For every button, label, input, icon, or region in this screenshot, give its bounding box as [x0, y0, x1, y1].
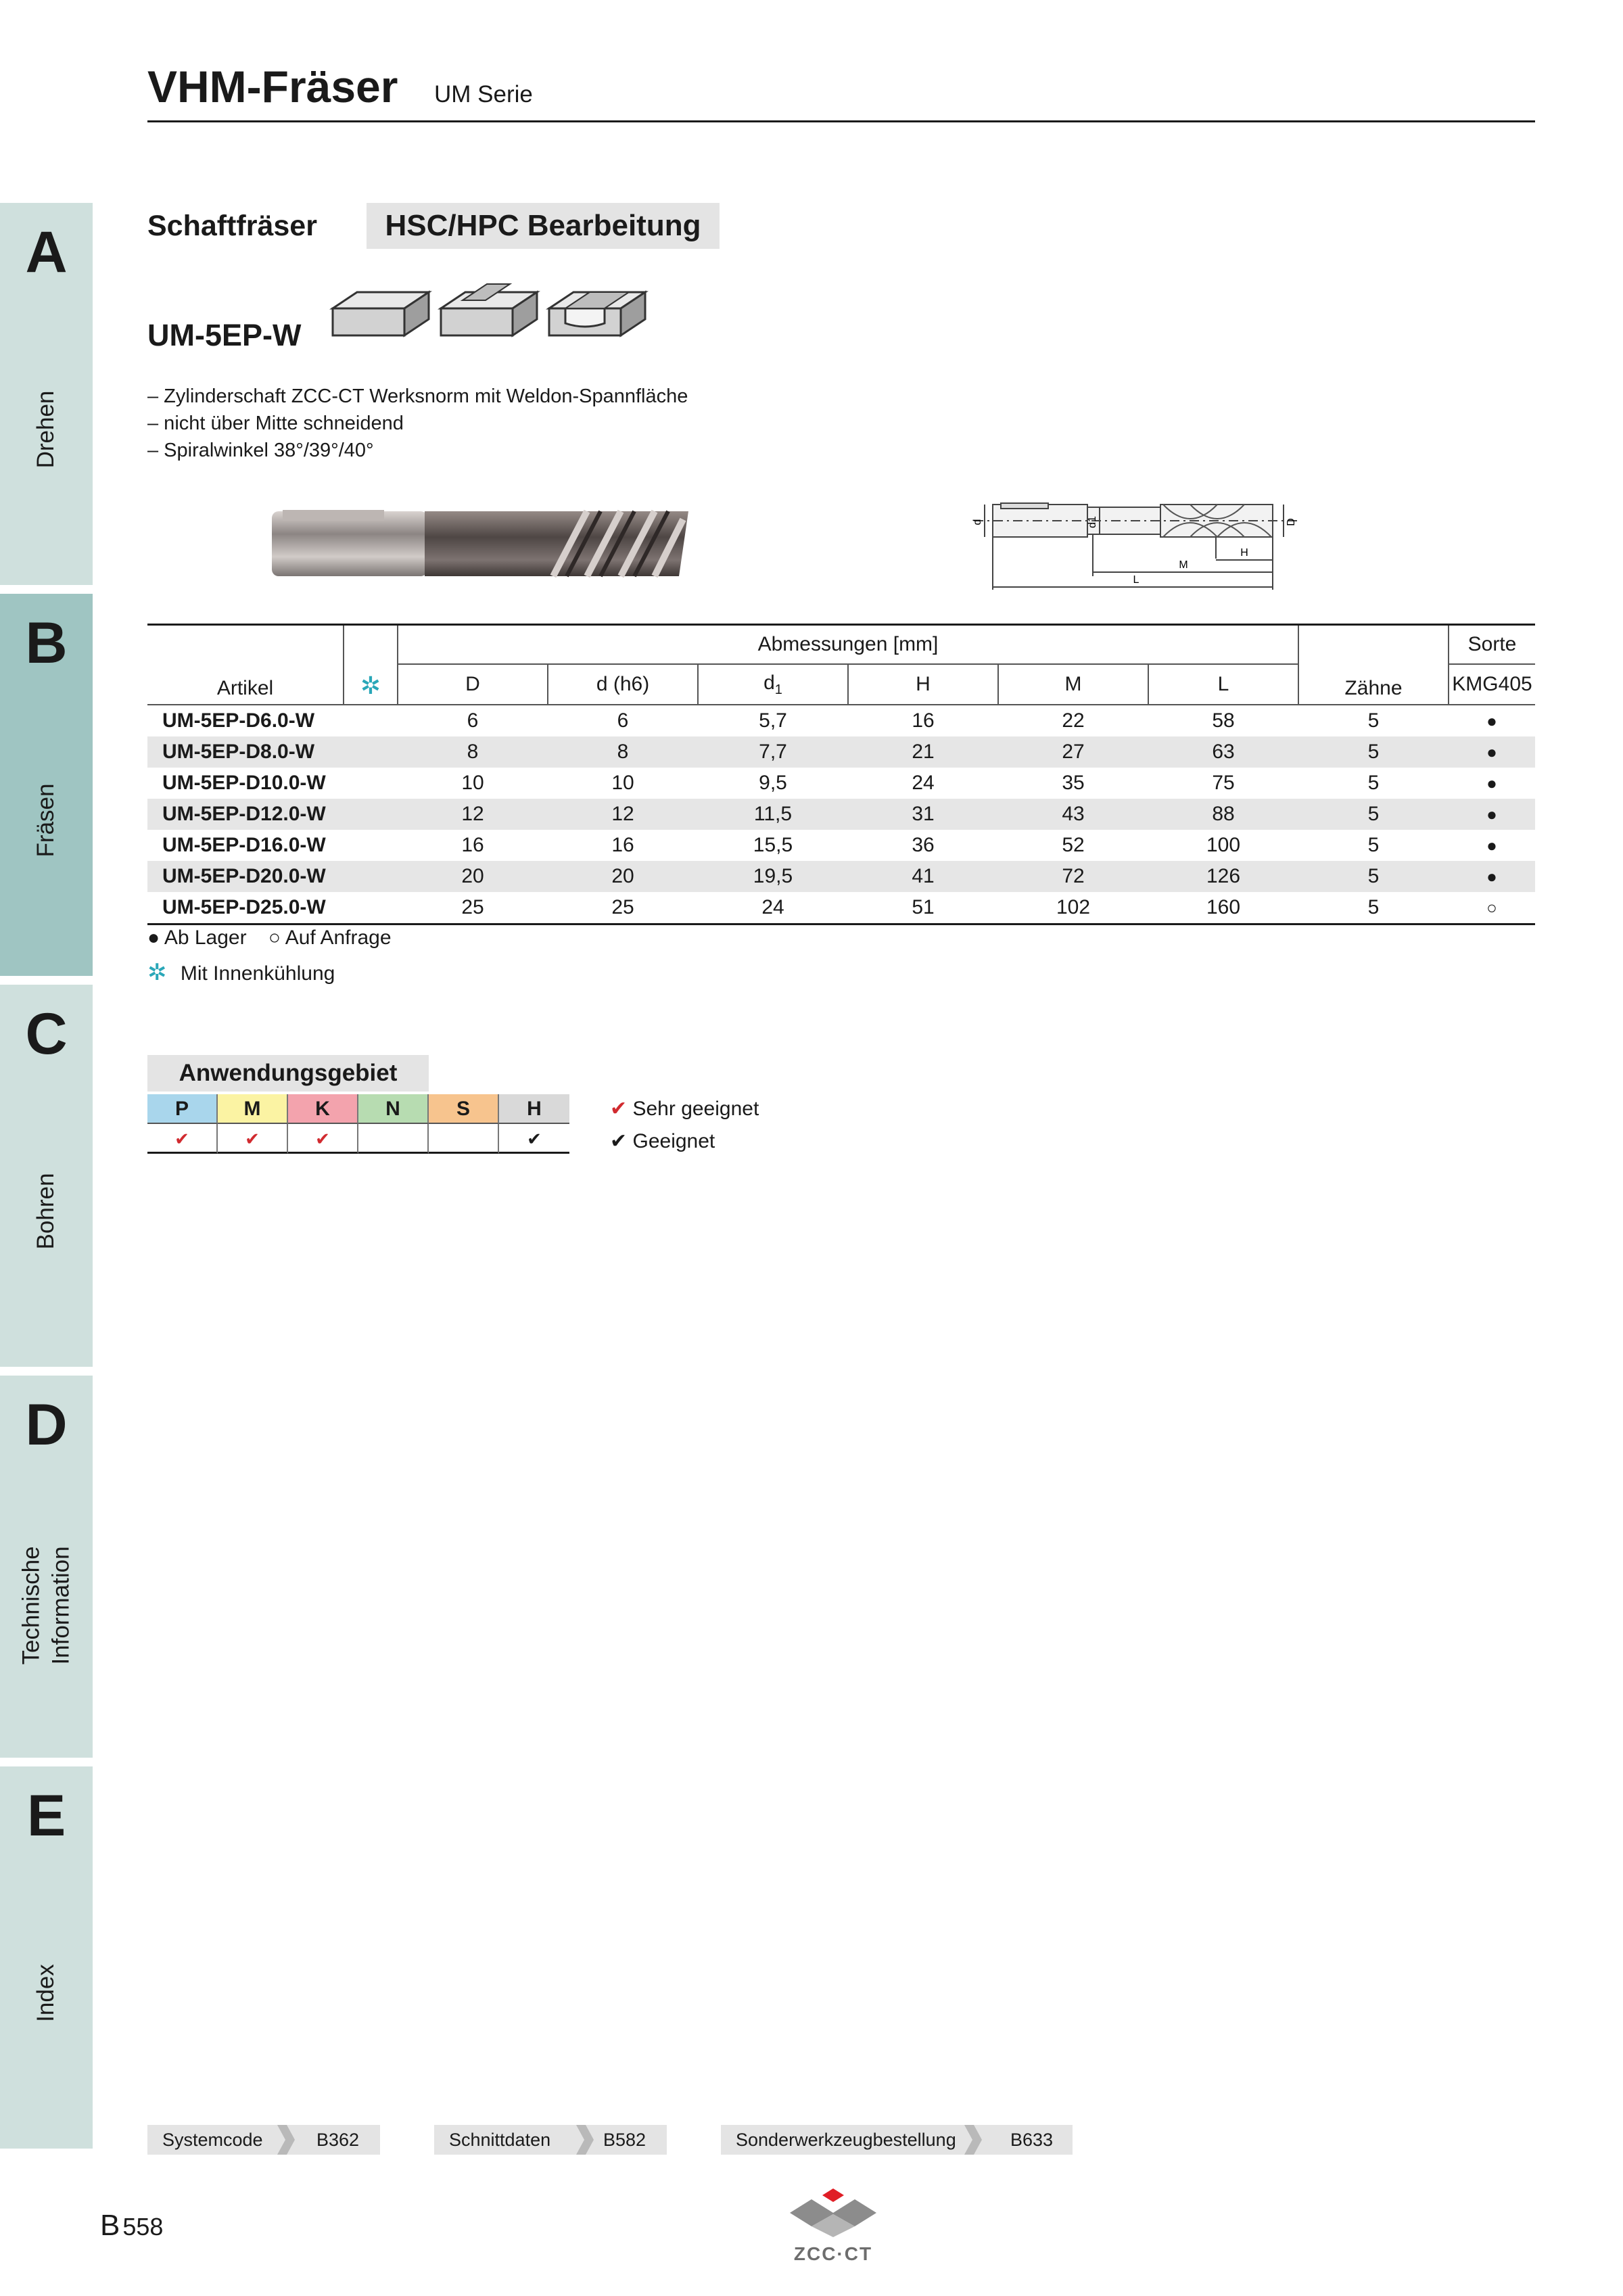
col-header-L: L	[1148, 664, 1298, 705]
col-header-artikel: Artikel	[147, 625, 344, 705]
cell-M: 22	[1062, 709, 1085, 732]
workpiece-shape-icons	[327, 273, 652, 352]
cell-H: 16	[912, 709, 935, 732]
cell-d1: 5,7	[759, 709, 787, 732]
cell-L: 160	[1148, 892, 1298, 924]
cell-z: 5	[1367, 834, 1380, 856]
tab-label: Index	[32, 1964, 60, 2022]
feature-list	[147, 383, 688, 464]
legend-very-suitable-label: Sehr geeignet	[632, 1098, 759, 1120]
tab-letter: D	[25, 1392, 68, 1457]
material-p: P	[147, 1094, 218, 1124]
chevron-right-icon	[276, 2125, 296, 2155]
cell-H: 36	[912, 834, 935, 856]
feature-item: – nicht über Mitte schneidend	[147, 413, 404, 434]
table-row	[147, 736, 1535, 768]
check-icon: ✔	[218, 1124, 288, 1154]
cell-z: 5	[1298, 892, 1449, 924]
cell-coolant	[344, 736, 398, 768]
feature-item: – Spiralwinkel 38°/39°/40°	[147, 440, 374, 461]
check-icon	[358, 1124, 429, 1154]
nav-systemcode[interactable]	[147, 2125, 380, 2155]
page-subtitle: UM Serie	[434, 81, 533, 108]
in-stock-symbol: ●	[147, 927, 160, 949]
col-header-grade: KMG405	[1449, 664, 1535, 705]
tab-letter: E	[26, 1783, 66, 1848]
col-header-D: D	[398, 664, 548, 705]
tab-label: Technische Information	[18, 1546, 74, 1665]
cell-d: 8	[548, 736, 698, 768]
cell-D: 20	[398, 861, 548, 892]
cell-d1: 24	[698, 892, 848, 924]
cell-D: 25	[398, 892, 548, 924]
cell-M: 72	[998, 861, 1148, 892]
chevron-right-icon	[575, 2125, 595, 2155]
cell-z: 5	[1367, 709, 1380, 732]
dim-label-H: H	[1240, 547, 1248, 559]
material-m: M	[218, 1094, 288, 1124]
table-row	[147, 892, 1535, 924]
cell-M: 52	[1062, 834, 1085, 856]
table-row	[147, 705, 1535, 736]
cell-coolant	[344, 830, 398, 861]
page-title: VHM-Fräser	[147, 62, 398, 112]
col-header-d1-main: d	[763, 671, 775, 694]
nav-ref: B362	[316, 2130, 360, 2150]
page-number	[100, 2209, 163, 2243]
cell-H: 21	[848, 736, 998, 768]
block-pocket-icon	[549, 292, 645, 335]
nav-schnittdaten[interactable]	[434, 2125, 667, 2155]
cell-M: 35	[1062, 772, 1085, 794]
cell-z: 5	[1298, 736, 1449, 768]
cell-artikel: UM-5EP-D8.0-W	[147, 736, 344, 768]
col-header-d: d (h6)	[548, 664, 698, 705]
tab-letter: A	[25, 220, 68, 285]
cell-stock: ●	[1449, 799, 1535, 830]
nav-ref: B582	[603, 2130, 646, 2150]
tab-letter: C	[25, 1002, 68, 1067]
block-slot-icon	[441, 284, 537, 335]
dim-label-D: D	[1286, 518, 1297, 526]
table-row	[147, 799, 1535, 830]
cell-H: 51	[848, 892, 998, 924]
cell-H: 24	[912, 772, 935, 794]
dim-label-d1: d1	[1087, 516, 1098, 528]
page-number-value: 558	[122, 2213, 164, 2241]
cell-H: 31	[848, 799, 998, 830]
cell-d: 10	[611, 772, 634, 794]
coolant-legend	[147, 959, 335, 986]
technical-drawing	[960, 488, 1312, 592]
tab-bohren[interactable]	[0, 985, 93, 1367]
cell-coolant	[344, 799, 398, 830]
tab-fraesen[interactable]	[0, 594, 93, 976]
material-k: K	[288, 1094, 358, 1124]
material-s: S	[429, 1094, 499, 1124]
legend-very-suitable	[610, 1097, 759, 1121]
col-header-d1-sub: 1	[774, 682, 782, 697]
check-black-icon: ✔	[610, 1130, 628, 1152]
cell-stock: ●	[1449, 736, 1535, 768]
cell-L: 58	[1212, 709, 1235, 732]
tab-index[interactable]	[0, 1766, 93, 2149]
material-n: N	[358, 1094, 429, 1124]
cell-L: 75	[1212, 772, 1235, 794]
tab-label: Drehen	[32, 390, 60, 469]
cell-D: 12	[398, 799, 548, 830]
coolant-icon: ✲	[344, 625, 398, 705]
cell-L: 126	[1148, 861, 1298, 892]
cell-d: 16	[611, 834, 634, 856]
cell-d: 12	[548, 799, 698, 830]
chevron-right-icon	[963, 2125, 983, 2155]
application-title: Anwendungsgebiet	[147, 1055, 429, 1092]
block-flat-icon	[333, 292, 429, 335]
cell-artikel: UM-5EP-D12.0-W	[147, 799, 344, 830]
tab-label: Fräsen	[32, 783, 60, 858]
tab-letter: B	[25, 611, 68, 676]
table-row	[147, 768, 1535, 799]
check-red-icon: ✔	[610, 1098, 628, 1120]
on-request-label: Auf Anfrage	[285, 927, 392, 949]
on-request-symbol: ○	[268, 927, 281, 949]
legend-suitable	[610, 1129, 715, 1153]
nav-label: Systemcode	[162, 2130, 263, 2150]
section-title: Schaftfräser	[147, 210, 317, 242]
dim-label-M: M	[1179, 559, 1188, 571]
cell-L: 63	[1148, 736, 1298, 768]
check-icon: ✔	[147, 1124, 218, 1154]
dim-label-L: L	[1133, 574, 1139, 586]
cell-stock: ●	[1449, 861, 1535, 892]
cell-stock: ●	[1486, 772, 1497, 793]
cell-artikel: UM-5EP-D16.0-W	[162, 834, 326, 856]
cell-coolant	[344, 861, 398, 892]
col-header-sorte: Sorte	[1449, 625, 1535, 665]
product-code: UM-5EP-W	[147, 318, 302, 352]
cell-d: 6	[617, 709, 629, 732]
application-grid	[147, 1094, 571, 1159]
col-header-d1	[698, 664, 848, 705]
table-row	[147, 830, 1535, 861]
coolant-legend-icon: ✲	[147, 960, 167, 985]
cell-M: 43	[998, 799, 1148, 830]
cell-D: 8	[398, 736, 548, 768]
nav-label: Schnittdaten	[449, 2130, 551, 2150]
cell-D: 10	[461, 772, 484, 794]
cell-stock: ●	[1486, 710, 1497, 731]
nav-label: Sonderwerkzeugbestellung	[736, 2130, 956, 2150]
cell-L: 88	[1148, 799, 1298, 830]
dim-label-d: d	[972, 519, 983, 525]
col-header-teeth: Zähne	[1298, 625, 1449, 705]
in-stock-label: Ab Lager	[164, 927, 247, 949]
cell-d: 20	[548, 861, 698, 892]
end-mill-photo	[269, 506, 692, 582]
tab-technische-information[interactable]	[0, 1376, 93, 1758]
cell-artikel: UM-5EP-D10.0-W	[162, 772, 326, 794]
table-row	[147, 861, 1535, 892]
col-header-H: H	[848, 664, 998, 705]
page-section-letter: B	[100, 2209, 120, 2242]
spec-table	[147, 624, 1535, 925]
cell-D: 6	[467, 709, 479, 732]
cell-z: 5	[1298, 799, 1449, 830]
cell-coolant	[344, 892, 398, 924]
check-icon	[429, 1124, 499, 1154]
check-icon: ✔	[288, 1124, 358, 1154]
cell-d1: 7,7	[698, 736, 848, 768]
cell-M: 27	[998, 736, 1148, 768]
cell-stock: ●	[1486, 835, 1497, 856]
stock-legend	[147, 927, 392, 950]
cell-M: 102	[998, 892, 1148, 924]
cell-coolant	[344, 705, 398, 736]
cell-z: 5	[1367, 772, 1380, 794]
cell-artikel: UM-5EP-D20.0-W	[147, 861, 344, 892]
cell-stock: ○	[1449, 892, 1535, 924]
tab-drehen[interactable]	[0, 203, 93, 585]
col-header-M: M	[998, 664, 1148, 705]
cell-d1: 19,5	[698, 861, 848, 892]
cell-d1: 15,5	[753, 834, 793, 856]
cell-L: 100	[1206, 834, 1241, 856]
check-icon: ✔	[499, 1124, 569, 1154]
zcc-ct-logo	[784, 2186, 899, 2267]
cell-d: 25	[548, 892, 698, 924]
cell-H: 41	[848, 861, 998, 892]
cell-artikel: UM-5EP-D25.0-W	[147, 892, 344, 924]
cell-coolant	[344, 768, 398, 799]
legend-suitable-label: Geeignet	[632, 1130, 715, 1152]
logo-text: ZCC·CT	[793, 2243, 873, 2264]
header-divider	[147, 120, 1535, 122]
tab-label: Bohren	[32, 1173, 60, 1250]
machining-badge: HSC/HPC Bearbeitung	[367, 203, 720, 249]
nav-ref: B633	[1010, 2130, 1054, 2150]
material-h: H	[499, 1094, 569, 1124]
cell-D: 16	[461, 834, 484, 856]
cell-d1: 9,5	[759, 772, 787, 794]
feature-item: – Zylinderschaft ZCC-CT Werksnorm mit Weldon-Spannfläche	[147, 385, 688, 407]
cell-artikel: UM-5EP-D6.0-W	[162, 709, 315, 732]
col-group-abmessungen: Abmessungen [mm]	[398, 625, 1298, 665]
coolant-legend-label: Mit Innenkühlung	[180, 962, 335, 985]
cell-d1: 11,5	[698, 799, 848, 830]
nav-sonderwerkzeugbestellung[interactable]	[721, 2125, 1073, 2155]
cell-z: 5	[1298, 861, 1449, 892]
